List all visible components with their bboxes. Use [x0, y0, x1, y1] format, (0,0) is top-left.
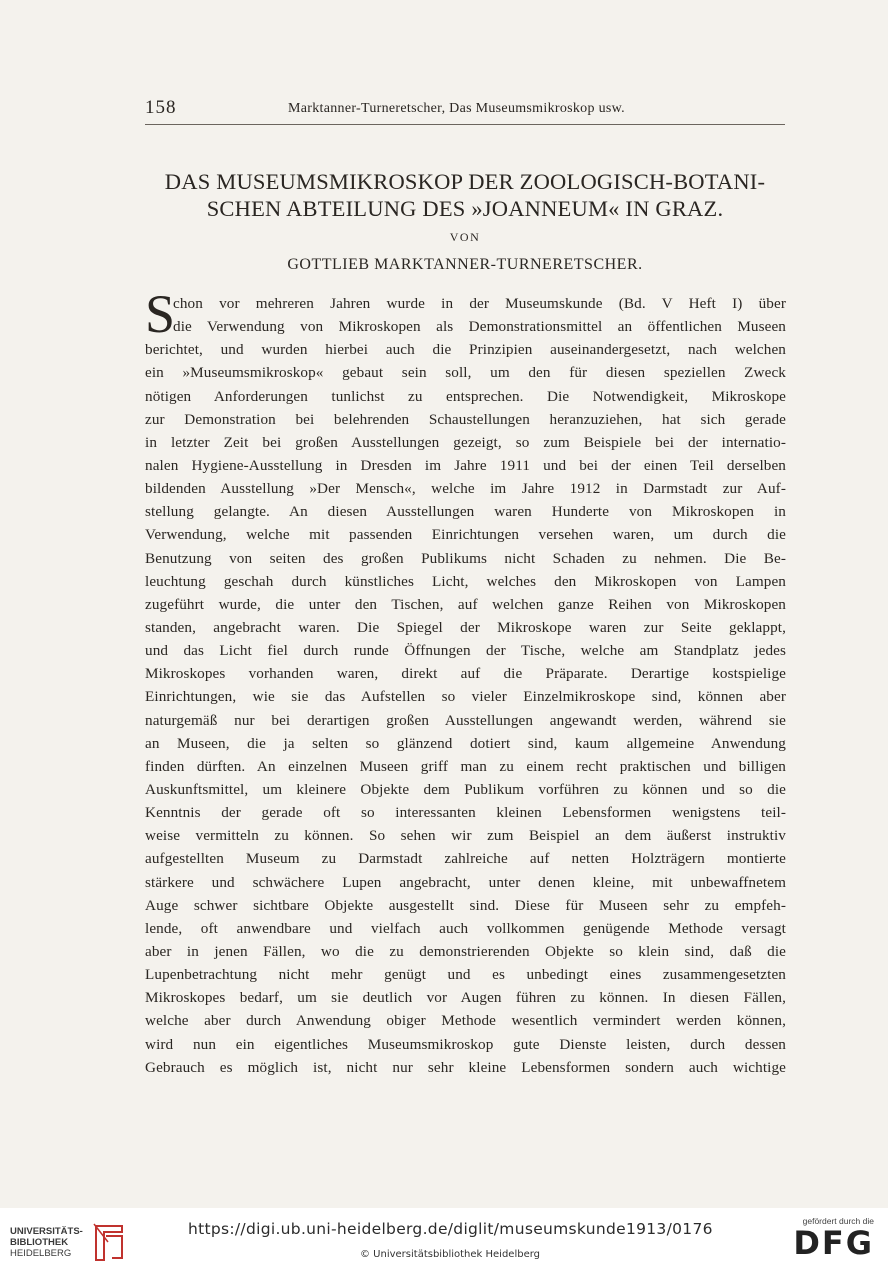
text-line: Verwendung, welche mit passenden Einrichtungen versehen waren, um durch die [145, 526, 786, 544]
dfg-wordmark: DFG [793, 1224, 874, 1262]
running-title: Marktanner-Turneretscher, Das Museumsmikroskop usw. [288, 101, 625, 116]
text-line: Lupenbetrachtung nicht mehr genügt und es unbedingt eines zusammengesetzten [145, 966, 786, 984]
text-line: und das Licht fiel durch runde Öffnungen der Tische, welche am Standplatz jedes [145, 642, 786, 660]
text-line: bildenden Ausstellung »Der Mensch«, welche im Jahre 1912 in Darmstadt zur Auf- [145, 480, 786, 498]
library-name-line-2: BIBLIOTHEK [10, 1237, 69, 1248]
text-line: aber in jenen Fällen, wo die zu demonstrierenden Objekte so klein sind, daß die [145, 942, 786, 960]
library-name [10, 1226, 83, 1259]
text-line: Gebrauch es möglich ist, nicht nur sehr kleine Lebensformen sondern auch wichtige [145, 1058, 786, 1076]
copyright-notice: © Universitätsbibliothek Heidelberg [360, 1249, 541, 1260]
running-head [145, 97, 785, 121]
permalink-url[interactable]: https://digi.ub.uni-heidelberg.de/diglit/museumskunde1913/0176 [188, 1220, 713, 1238]
text-line: wird nun ein eigentliches Museumsmikroskop gute Dienste leisten, durch dessen [145, 1035, 786, 1053]
text-line: in letzter Zeit bei großen Ausstellungen gezeigt, so zum Beispiele bei der internatio- [145, 433, 786, 451]
article-title-line-2: SCHEN ABTEILUNG DES »JOANNEUM« IN GRAZ. [206, 196, 724, 221]
text-line: Benutzung von seiten des großen Publikums nicht Schaden zu nehmen. Die Be- [145, 549, 786, 567]
text-line: stärkere und schwächere Lupen angebracht, unter denen kleine, mit unbewaffnetem [145, 873, 786, 891]
article-title [120, 168, 810, 222]
text-line: lende, oft anwendbare und vielfach auch vollkommen genügende Methode versagt [145, 919, 786, 937]
text-line: Einrichtungen, wie sie das Aufstellen so vieler Einzelmikroskope sind, können aber [145, 688, 786, 706]
text-line: standen, angebracht waren. Die Spiegel der Mikroskope waren zur Seite geklappt, [145, 618, 786, 636]
byline-von: VON [449, 230, 481, 244]
text-line: welche aber durch Anwendung obiger Methode wesentlich vermindert werden können, [145, 1012, 786, 1030]
author-name: GOTTLIEB MARKTANNER-TURNERETSCHER. [287, 256, 643, 273]
text-line: leuchtung geschah durch künstliches Licht, welches den Mikroskopen von Lampen [145, 572, 786, 590]
library-emblem-icon [92, 1222, 126, 1262]
text-line: weise vermitteln zu können. So sehen wir zum Beispiel an dem äußerst instruktiv [145, 827, 786, 845]
text-line: die Verwendung von Mikroskopen als Demonstrationsmittel an öffentlichen Museen [173, 318, 786, 336]
page-number: 158 [145, 97, 177, 118]
text-line: Mikroskopes bedarf, um sie deutlich vor Augen führen zu können. In diesen Fällen, [145, 989, 786, 1007]
text-line: Auskunftsmittel, um kleinere Objekte dem Publikum vorführen zu können und so die [145, 780, 786, 798]
text-line: Mikroskopes vorhanden waren, direkt auf die Präparate. Derartige kostspielige [145, 665, 786, 683]
text-line: chon vor mehreren Jahren wurde in der Museumskunde (Bd. V Heft I) über [173, 295, 786, 312]
viewer-footer [0, 1208, 888, 1272]
text-line: zur Demonstration bei belehrenden Schaustellungen heranzuziehen, hat sich gerade [145, 410, 786, 428]
body-text [145, 284, 786, 1079]
library-name-line-1: UNIVERSITÄTS- [10, 1226, 83, 1237]
drop-cap: S [145, 284, 176, 344]
text-line: aufgestellten Museum zu Darmstadt zahlreiche auf netten Holzträgern montierte [145, 850, 786, 868]
text-line: an Museen, die ja selten so glänzend dotiert sind, kaum allgemeine Anwendung [145, 734, 786, 752]
text-line: zugeführt wurde, die unter den Tischen, auf welchen ganze Reihen von Mikroskopen [145, 595, 786, 613]
dfg-logo[interactable] [788, 1216, 874, 1266]
library-logo[interactable] [10, 1222, 130, 1262]
funding-note: gefördert durch die [802, 1216, 874, 1226]
text-line: naturgemäß nur bei derartigen großen Ausstellungen angewandt werden, während sie [145, 711, 786, 729]
text-line: berichtet, und wurden hierbei auch die Prinzipien auseinandergesetzt, nach welchen [145, 341, 786, 359]
text-line: Kenntnis der gerade oft so interessanten kleinen Lebensformen wenigstens teil- [145, 804, 786, 822]
text-line: stellung gelangte. An diesen Ausstellungen waren Hunderte von Mikroskopen in [145, 503, 786, 521]
text-line: ein »Museumsmikroskop« gebaut sein soll, um den für diesen speziellen Zweck [145, 364, 786, 382]
header-rule [145, 124, 785, 125]
article-title-line-1: DAS MUSEUMSMIKROSKOP DER ZOOLOGISCH-BOTANI- [164, 169, 766, 194]
text-line: Auge schwer sichtbare Objekte ausgestellt sind. Diese für Museen sehr zu empfeh- [145, 896, 786, 914]
text-line: finden dürften. An einzelnen Museen griff man zu einem recht praktischen und billigen [145, 757, 786, 775]
library-name-line-3: HEIDELBERG [10, 1248, 72, 1259]
text-line: nalen Hygiene-Ausstellung in Dresden im Jahre 1911 und bei der einen Teil derselben [145, 456, 786, 474]
text-line: nötigen Anforderungen tunlichst zu entsprechen. Die Notwendigkeit, Mikroskope [145, 387, 786, 405]
